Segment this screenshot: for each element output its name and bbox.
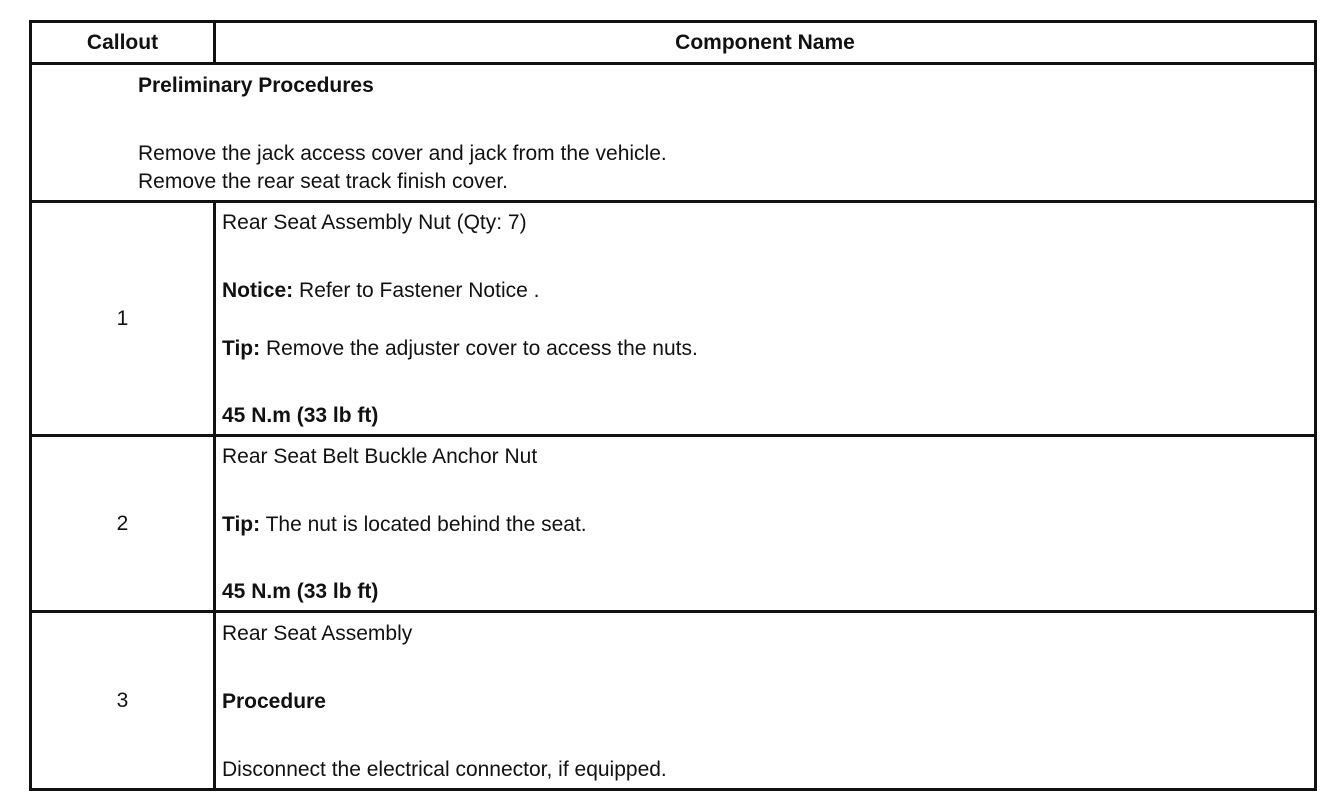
table-header-row — [32, 23, 1314, 65]
component-name-column-header — [216, 23, 1314, 62]
tip-line — [222, 336, 698, 362]
component-cell — [216, 203, 1314, 434]
preliminary-procedures-row — [32, 65, 1314, 203]
notice-text: Refer to Fastener Notice . — [293, 279, 540, 302]
component-cell — [216, 613, 1314, 788]
callout-header-label: Callout — [86, 30, 159, 54]
component-name: Rear Seat Belt Buckle Anchor Nut — [222, 445, 538, 468]
component-cell — [216, 437, 1314, 610]
callout-cell — [32, 203, 216, 434]
procedure-step: Disconnect the electrical connector, if equipped. — [222, 758, 667, 781]
callout-number: 1 — [116, 306, 129, 330]
preliminary-step: Remove the rear seat track finish cover. — [138, 170, 508, 193]
callout-number: 2 — [116, 511, 129, 535]
callout-cell — [32, 437, 216, 610]
callout-cell — [32, 613, 216, 788]
component-name-header-label: Component Name — [675, 30, 855, 54]
procedure-heading: Procedure — [222, 690, 326, 713]
notice-label: Notice: — [222, 279, 294, 302]
tip-label: Tip: — [222, 337, 261, 360]
preliminary-procedures-title: Preliminary Procedures — [138, 74, 374, 97]
preliminary-step: Remove the jack access cover and jack from the vehicle. — [138, 142, 667, 165]
torque-spec: 45 N.m (33 lb ft) — [222, 580, 379, 603]
callout-column-header — [32, 23, 216, 62]
table-row — [32, 613, 1314, 788]
component-name: Rear Seat Assembly Nut (Qty: 7) — [222, 211, 527, 234]
callout-number: 3 — [116, 688, 129, 712]
notice-line — [222, 278, 539, 304]
table-row — [32, 437, 1314, 613]
table-row — [32, 203, 1314, 437]
component-table — [29, 20, 1317, 791]
torque-spec: 45 N.m (33 lb ft) — [222, 404, 379, 427]
tip-text: The nut is located behind the seat. — [260, 513, 587, 536]
tip-label: Tip: — [222, 513, 261, 536]
tip-text: Remove the adjuster cover to access the nuts. — [260, 337, 698, 360]
component-name: Rear Seat Assembly — [222, 622, 413, 645]
tip-line — [222, 512, 587, 538]
